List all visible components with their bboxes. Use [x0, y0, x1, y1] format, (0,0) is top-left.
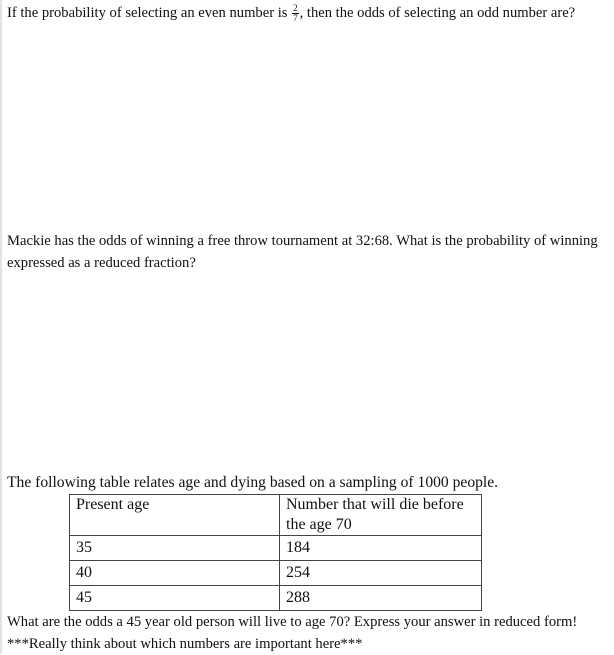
table-cell-age: 45: [70, 586, 280, 611]
table-intro-text: The following table relates age and dying based on a sampling of 1000 people.: [7, 474, 499, 491]
table-cell-age: 40: [70, 561, 280, 586]
table-intro: [7, 472, 607, 494]
table-header-row: [70, 495, 482, 536]
table-cell-deaths: 254: [280, 561, 482, 586]
question-1-text-after: , then the odds of selecting an odd number are?: [299, 5, 576, 21]
fraction-two-sevenths: [292, 4, 299, 23]
question-3-text: What are the odds a 45 year old person will live to age 70? Express your answer in reduced form! ***Really think about which numbers are important here***: [7, 614, 578, 652]
page-left-border: [0, 0, 2, 654]
table-row: [70, 586, 482, 611]
question-1-text-before: If the probability of selecting an even number is: [7, 5, 292, 21]
question-1: [7, 2, 607, 24]
table-row: [70, 536, 482, 561]
table-cell-age: 35: [70, 536, 280, 561]
age-mortality-table: [69, 494, 482, 611]
question-2: [7, 230, 607, 274]
header-present-age: Present age: [70, 495, 280, 536]
question-3: [7, 611, 607, 655]
fraction-denominator: 7: [293, 13, 298, 23]
question-2-text: Mackie has the odds of winning a free throw tournament at 32:68. What is the probability of winning expressed as a reduced fraction?: [7, 233, 598, 271]
table-cell-deaths: 184: [280, 536, 482, 561]
table-row: [70, 561, 482, 586]
table-cell-deaths: 288: [280, 586, 482, 611]
fraction-numerator: 2: [293, 3, 298, 13]
header-number-will-die: Number that will die before the age 70: [280, 495, 482, 536]
